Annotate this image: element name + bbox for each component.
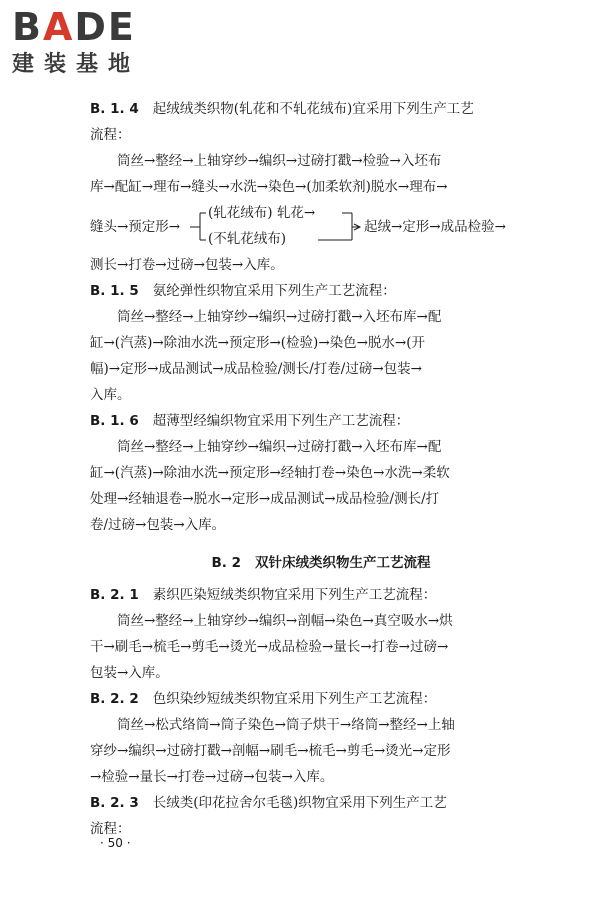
clause-b23-title-cont: 流程： (90, 821, 131, 837)
process-branch-diagram (90, 200, 552, 252)
logo-wordmark: BADE (12, 5, 136, 49)
logo-chinese-text: 建装基地 (12, 52, 141, 77)
clause-b23-title: B. 2. 3 长绒类(印花拉舍尔毛毯)织物宜采用下列生产工艺 (90, 795, 447, 811)
clause-b22-line3: →检验→量长→打卷→过磅→包装→入库。 (90, 769, 334, 785)
clause-b15-line3: 幅)→定形→成品测试→成品检验/测长/打卷/过磅→包装→ (90, 361, 422, 377)
document-body (90, 96, 552, 842)
clause-b21-line1: 筒丝→整经→上轴穿纱→编织→剖幅→染色→真空吸水→烘 (117, 613, 453, 629)
clause-b14-line-end: 测长→打卷→过磅→包装→入库。 (90, 257, 284, 273)
clause-b22-title: B. 2. 2 色织染纱短绒类织物宜采用下列生产工艺流程： (90, 691, 437, 707)
clause-b14-title-cont: 流程： (90, 127, 131, 143)
clause-b16-line3: 处理→经轴退卷→脱水→定形→成品测试→成品检验/测长/打 (90, 491, 440, 507)
clause-b15-line2: 缸→(汽蒸)→除油水洗→预定形→(检验)→染色→脱水→(开 (90, 335, 426, 351)
clause-b14-line1: 筒丝→整经→上轴穿纱→编织→过磅打戳→检验→入坯布 (117, 153, 442, 169)
branch-top-text: (轧花绒布) 轧花→ (208, 205, 316, 221)
clause-b15-line4: 入库。 (90, 387, 131, 403)
clause-b14-line2: 库→配缸→理布→缝头→水洗→染色→(加柔软剂)脱水→理布→ (90, 179, 448, 195)
clause-b16-line4: 卷/过磅→包装→入库。 (90, 517, 226, 533)
clause-b22-line1: 筒丝→松式络筒→筒子染色→筒子烘干→络筒→整经→上轴 (117, 717, 455, 733)
clause-b16-line1: 筒丝→整经→上轴穿纱→编织→过磅打戳→入坯布库→配 (117, 439, 442, 455)
clause-b14-title: B. 1. 4 起绒绒类织物(轧花和不轧花绒布)宜采用下列生产工艺 (90, 101, 474, 117)
clause-b16-line2: 缸→(汽蒸)→除油水洗→预定形→经轴打卷→染色→水洗→柔软 (90, 465, 450, 481)
clause-b15-title: B. 1. 5 氨纶弹性织物宜采用下列生产工艺流程： (90, 283, 396, 299)
page-number: · 50 · (100, 836, 131, 850)
clause-b21-line2: 干→刷毛→梳毛→剪毛→烫光→成品检验→量长→打卷→过磅→ (90, 639, 449, 655)
clause-b21-title: B. 2. 1 素织匹染短绒类织物宜采用下列生产工艺流程： (90, 587, 437, 603)
clause-b15-line1: 筒丝→整经→上轴穿纱→编织→过磅打戳→入坯布库→配 (117, 309, 442, 325)
branch-bottom-text: (不轧花绒布) (208, 231, 287, 247)
branch-end-text: 起绒→定形→成品检验→ (364, 219, 506, 235)
clause-b21-line3: 包装→入库。 (90, 665, 169, 681)
branch-start-text: 缝头→预定形→ (90, 219, 181, 235)
section-heading-b2: B. 2 双针床绒类织物生产工艺流程 (211, 555, 431, 571)
brand-logo (12, 5, 182, 88)
clause-b22-line2: 穿纱→编织→过磅打戳→剖幅→刷毛→梳毛→剪毛→烫光→定形 (90, 743, 451, 759)
clause-b16-title: B. 1. 6 超薄型经编织物宜采用下列生产工艺流程： (90, 413, 410, 429)
